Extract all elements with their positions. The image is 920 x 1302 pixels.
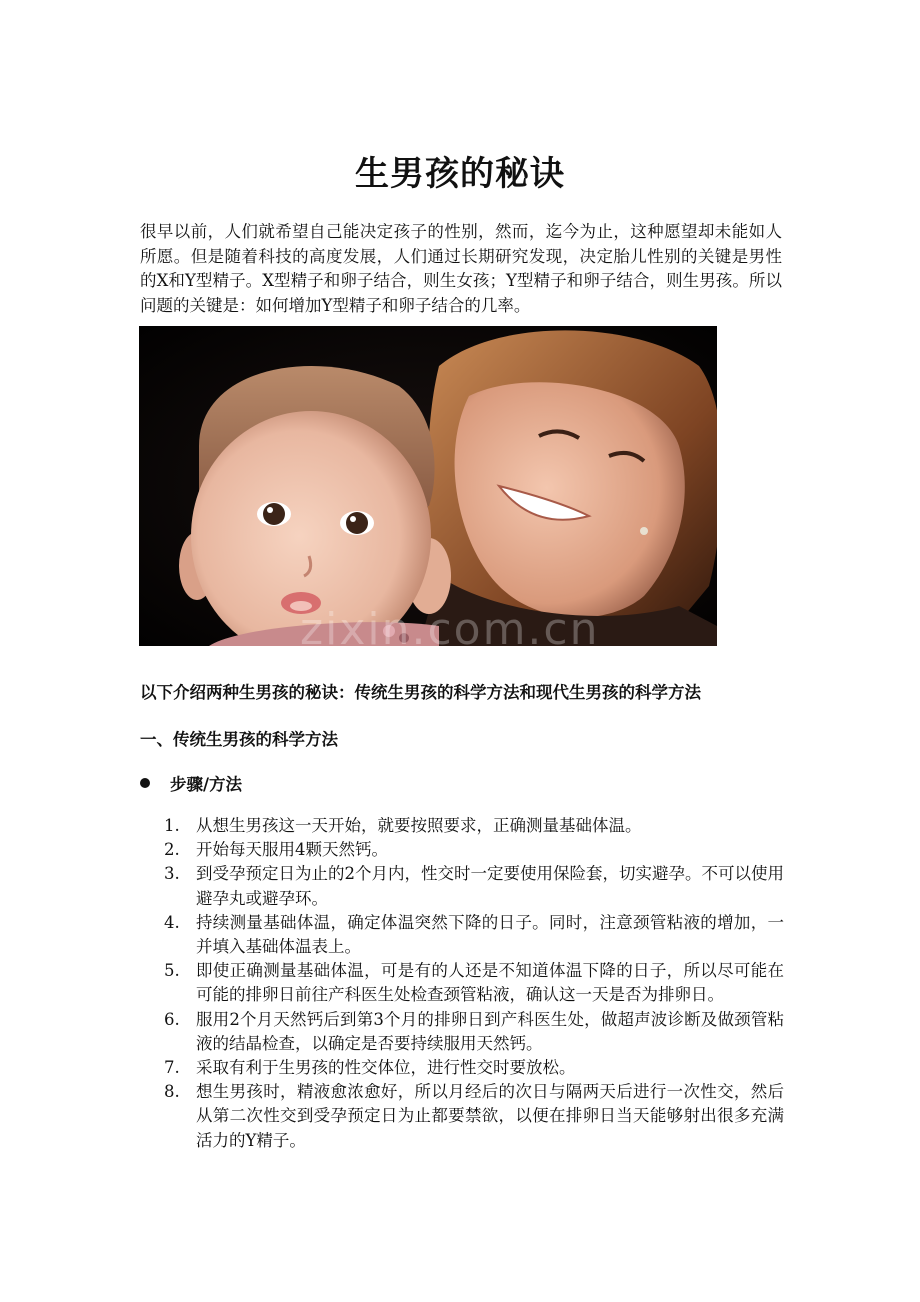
list-item	[164, 862, 784, 910]
step-text: 即使正确测量基础体温，可是有的人还是不知道体温下降的日子，所以尽可能在可能的排卵日前往产科医生处检查颈管粘液，确认这一天是否为排卵日。	[196, 961, 784, 1005]
step-number: 1.	[164, 816, 180, 835]
step-number: 5.	[164, 961, 180, 981]
step-number: 6.	[164, 1009, 180, 1029]
list-item	[164, 1008, 784, 1056]
step-number: 8.	[164, 1082, 180, 1102]
list-item	[164, 838, 784, 862]
step-number: 3.	[164, 864, 180, 884]
photo-watermark: zixin.com.cn	[300, 604, 600, 655]
bullet-heading	[140, 771, 242, 795]
section-heading: 一、传统生男孩的科学方法	[140, 730, 338, 749]
bullet-heading-label: 步骤/方法	[170, 775, 243, 794]
bullet-icon	[140, 778, 150, 788]
step-text: 到受孕预定日为止的2个月内，性交时一定要使用保险套，切实避孕。不可以使用避孕丸或避孕环。	[196, 864, 784, 908]
document-title: 生男孩的秘诀	[355, 154, 565, 194]
step-text: 开始每天服用4颗天然钙。	[196, 840, 388, 860]
step-text: 采取有利于生男孩的性交体位，进行性交时要放松。	[196, 1058, 576, 1078]
list-item	[164, 814, 784, 838]
steps-list	[164, 814, 784, 1153]
list-item	[164, 959, 784, 1007]
overview-heading: 以下介绍两种生男孩的秘诀：传统生男孩的科学方法和现代生男孩的科学方法	[140, 683, 701, 702]
step-text: 从想生男孩这一天开始，就要按照要求，正确测量基础体温。	[196, 816, 642, 835]
step-number: 4.	[164, 912, 180, 932]
step-text: 持续测量基础体温，确定体温突然下降的日子。同时，注意颈管粘液的增加，一并填入基础体温表上。	[196, 912, 784, 957]
list-item	[164, 1056, 784, 1080]
step-number: 7.	[164, 1058, 180, 1078]
step-text: 想生男孩时，精液愈浓愈好，所以月经后的次日与隔两天后进行一次性交，然后从第二次性交到受孕预定日为止都要禁欲，以便在排卵日当天能够射出很多充满活力的Y精子。	[196, 1082, 784, 1150]
step-number: 2.	[164, 840, 180, 860]
intro-paragraph: 很早以前，人们就希望自己能决定孩子的性别，然而，迄今为止，这种愿望却未能如人所愿。但是随着科技的高度发展，人们通过长期研究发现，决定胎儿性别的关键是男性的X和Y型精子。X型精子和卵子结合，则生女孩；Y型精子和卵子结合，则生男孩。所以问题的关键是：如何增加Y型精子和卵子结合的几率。	[140, 222, 782, 315]
list-item	[164, 911, 784, 959]
step-text: 服用2个月天然钙后到第3个月的排卵日到产科医生处，做超声波诊断及做颈管粘液的结晶检查，以确定是否要持续服用天然钙。	[196, 1009, 784, 1053]
photo-illustration	[139, 326, 717, 646]
list-item	[164, 1080, 784, 1153]
mother-baby-photo	[139, 326, 717, 646]
